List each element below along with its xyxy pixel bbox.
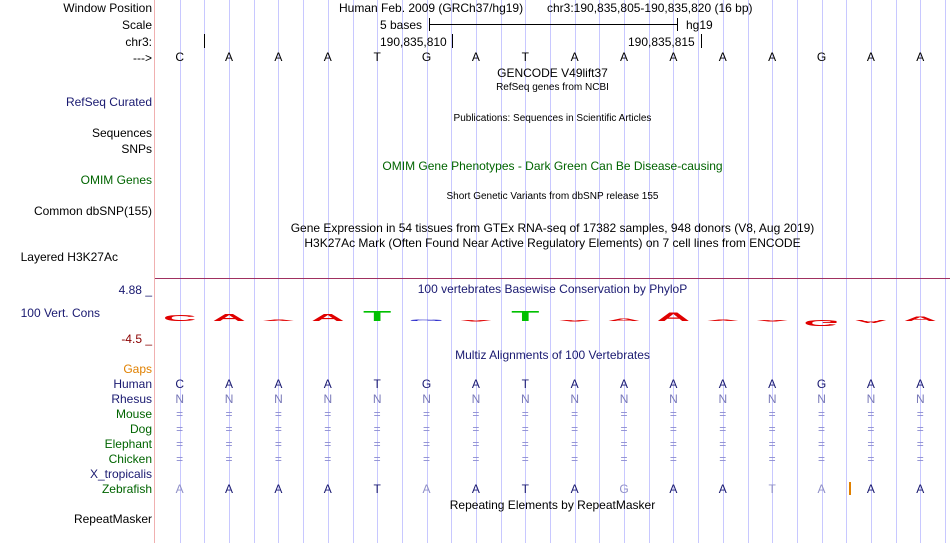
alignment-base: A — [669, 377, 678, 391]
alignment-base: = — [620, 422, 628, 436]
alignment-base: = — [571, 407, 579, 421]
alignment-base: C — [175, 377, 185, 391]
base-letter: A — [866, 50, 875, 64]
alignment-base: = — [324, 452, 332, 466]
species-label[interactable]: Chicken — [108, 452, 152, 466]
alignment-base: = — [867, 437, 875, 451]
alignment-base: = — [867, 407, 875, 421]
conservation-base-glyph: A — [261, 319, 296, 322]
conservation-base-glyph: G — [408, 319, 445, 322]
scale-db: hg19 — [686, 18, 713, 32]
alignment-base: A — [866, 482, 875, 496]
alignment-base: N — [422, 392, 431, 406]
h3k27ac-track-title[interactable]: H3K27Ac Mark (Often Found Near Active Regulatory Elements) on 7 cell lines from ENCODE — [304, 236, 801, 250]
alignment-base: = — [521, 407, 529, 421]
alignment-base: = — [176, 452, 184, 466]
alignment-base: = — [768, 422, 776, 436]
alignment-base: A — [768, 377, 777, 391]
base-letter: A — [916, 50, 925, 64]
alignment-base: = — [719, 407, 727, 421]
alignment-base: = — [669, 437, 677, 451]
alignment-base: = — [521, 437, 529, 451]
alignment-base: = — [225, 407, 233, 421]
alignment-base: = — [867, 452, 875, 466]
alignment-base: = — [324, 407, 332, 421]
alignment-base: = — [423, 437, 431, 451]
zebrafish-insertion-mark — [849, 482, 851, 495]
base-letter: A — [570, 50, 579, 64]
alignment-base: = — [274, 422, 282, 436]
alignment-base: N — [718, 392, 728, 406]
alignment-base: = — [719, 452, 727, 466]
label-common-dbsnp[interactable]: Common dbSNP(155) — [33, 204, 152, 218]
alignment-base: = — [818, 437, 826, 451]
alignment-base: = — [719, 422, 727, 436]
conservation-base-glyph: A — [311, 312, 345, 324]
alignment-base: = — [324, 437, 332, 451]
alignment-base: A — [817, 482, 826, 496]
alignment-base: A — [866, 377, 875, 391]
coord-right: 190,835,815 — [628, 35, 695, 49]
alignment-base: A — [225, 377, 234, 391]
alignment-base: N — [323, 392, 333, 406]
alignment-base: = — [867, 422, 875, 436]
alignment-base: = — [176, 422, 184, 436]
coord-left: 190,835,810 — [380, 35, 447, 49]
species-label[interactable]: Human — [113, 377, 152, 391]
conservation-base-glyph: A — [854, 318, 888, 325]
alignment-base: = — [768, 437, 776, 451]
label-sequences[interactable]: Sequences — [91, 126, 152, 140]
phylop-track-title[interactable]: 100 vertebrates Basewise Conservation by PhyloP — [417, 282, 688, 296]
conservation-base-glyph: G — [803, 317, 840, 328]
conservation-base-glyph: A — [212, 312, 246, 324]
alignment-base: N — [520, 392, 530, 406]
conservation-base-glyph: A — [903, 314, 937, 323]
base-letter: C — [175, 50, 185, 64]
alignment-base: = — [719, 437, 727, 451]
alignment-base: N — [915, 392, 925, 406]
species-label[interactable]: Zebrafish — [101, 482, 152, 496]
alignment-base: A — [669, 482, 678, 496]
conservation-base-glyph: A — [558, 319, 592, 322]
alignment-base: T — [373, 482, 381, 496]
alignment-base: N — [175, 392, 185, 406]
alignment-base: A — [471, 482, 480, 496]
multiz-track-title[interactable]: Multiz Alignments of 100 Vertebrates — [455, 348, 650, 362]
alignment-base: = — [274, 437, 282, 451]
alignment-base: = — [472, 452, 480, 466]
alignment-base: = — [916, 422, 924, 436]
base-letter: G — [421, 50, 432, 64]
base-letter: A — [471, 50, 480, 64]
label-window-position[interactable]: Window Position — [63, 1, 152, 15]
species-label[interactable]: Mouse — [115, 407, 152, 421]
conservation-base-glyph: T — [511, 307, 540, 325]
alignment-base: G — [421, 377, 432, 391]
alignment-base: = — [620, 437, 628, 451]
alignment-base: = — [225, 452, 233, 466]
conservation-base-glyph: A — [459, 319, 493, 322]
alignment-base: N — [619, 392, 629, 406]
gtex-track-title[interactable]: Gene Expression in 54 tissues from GTEx RNA-seq of 17382 samples, 948 donors (V8, Aug 2019) — [290, 221, 815, 235]
alignment-base: A — [916, 482, 925, 496]
alignment-base: A — [422, 482, 431, 496]
alignment-base: A — [323, 482, 332, 496]
label-scale[interactable]: Scale — [121, 18, 152, 32]
cons-scale-max: 4.88 _ — [118, 283, 152, 297]
species-label[interactable]: X_tropicalis — [89, 467, 152, 481]
gencode-track-title[interactable]: GENCODE V49lift37 — [497, 66, 608, 80]
species-label[interactable]: Dog — [129, 422, 152, 436]
alignment-base: = — [669, 452, 677, 466]
conservation-base-glyph: A — [607, 317, 641, 322]
base-letter: A — [323, 50, 332, 64]
alignment-base: T — [521, 482, 529, 496]
alignment-base: = — [423, 422, 431, 436]
alignment-base: A — [916, 377, 925, 391]
dbsnp-track-title[interactable]: Short Genetic Variants from dbSNP release 155 — [446, 191, 659, 202]
base-letter: G — [816, 50, 827, 64]
omim-track-title[interactable]: OMIM Gene Phenotypes - Dark Green Can Be Disease-causing — [382, 159, 723, 173]
alignment-base: A — [274, 377, 283, 391]
label-strand[interactable]: ---> — [133, 51, 152, 65]
alignment-base: G — [619, 482, 629, 496]
alignment-base: = — [916, 437, 924, 451]
alignment-base: T — [768, 482, 776, 496]
conservation-base-glyph: A — [755, 319, 789, 322]
refseq-track-subtitle: RefSeq genes from NCBI — [496, 82, 609, 93]
alignment-base: = — [521, 452, 529, 466]
alignment-base: T — [521, 377, 529, 391]
label-gaps[interactable]: Gaps — [123, 362, 152, 376]
base-letter: A — [225, 50, 234, 64]
alignment-base: = — [373, 407, 381, 421]
alignment-base: = — [225, 422, 233, 436]
base-letter: T — [373, 50, 381, 64]
alignment-base: N — [767, 392, 777, 406]
alignment-base: N — [817, 392, 826, 406]
alignment-base: = — [818, 407, 826, 421]
cons-scale-min: -4.5 _ — [121, 332, 152, 346]
alignment-base: N — [372, 392, 382, 406]
label-chromosome[interactable]: chr3: — [125, 35, 152, 49]
label-refseq-curated[interactable]: RefSeq Curated — [65, 95, 152, 109]
alignment-base: G — [816, 377, 827, 391]
alignment-base: = — [571, 437, 579, 451]
scale-text: 5 bases — [380, 18, 423, 32]
alignment-base: = — [472, 407, 480, 421]
alignment-base: = — [423, 452, 431, 466]
alignment-base: = — [423, 407, 431, 421]
alignment-base: A — [718, 482, 727, 496]
alignment-base: = — [669, 422, 677, 436]
alignment-base: = — [620, 407, 628, 421]
alignment-base: A — [570, 482, 579, 496]
alignment-base: = — [373, 437, 381, 451]
alignment-base: N — [570, 392, 580, 406]
base-letter: A — [768, 50, 777, 64]
alignment-base: T — [373, 377, 381, 391]
alignment-base: = — [373, 422, 381, 436]
conservation-base-glyph: A — [656, 310, 691, 324]
alignment-base: A — [274, 482, 283, 496]
alignment-base: = — [225, 437, 233, 451]
publications-track-title[interactable]: Publications: Sequences in Scientific Articles — [453, 113, 652, 124]
conservation-base-glyph: A — [706, 319, 740, 322]
species-label[interactable]: Elephant — [104, 437, 152, 451]
alignment-base: A — [323, 377, 332, 391]
alignment-base: = — [324, 422, 332, 436]
alignment-base: = — [818, 452, 826, 466]
label-layered-h3k27ac[interactable]: Layered H3K27Ac — [20, 250, 118, 264]
base-letter: A — [620, 50, 629, 64]
label-omim-genes[interactable]: OMIM Genes — [80, 173, 152, 187]
label-snps[interactable]: SNPs — [121, 142, 152, 156]
alignment-base: = — [768, 452, 776, 466]
alignment-base: A — [175, 482, 184, 496]
alignment-base: = — [768, 407, 776, 421]
alignment-base: A — [471, 377, 480, 391]
alignment-base: = — [274, 452, 282, 466]
alignment-base: N — [866, 392, 876, 406]
alignment-base: = — [571, 422, 579, 436]
alignment-base: = — [916, 452, 924, 466]
alignment-base: N — [224, 392, 234, 406]
alignment-base: = — [669, 407, 677, 421]
base-letter: A — [274, 50, 283, 64]
alignment-base: = — [176, 437, 184, 451]
alignment-base: = — [916, 407, 924, 421]
assembly-name: Human Feb. 2009 (GRCh37/hg19) — [339, 1, 524, 15]
label-repeatmasker[interactable]: RepeatMasker — [73, 512, 152, 526]
conservation-base-glyph: T — [363, 307, 392, 325]
alignment-base: A — [718, 377, 727, 391]
label-100-vert-cons[interactable]: 100 Vert. Cons — [20, 306, 100, 320]
alignment-base: = — [571, 452, 579, 466]
base-letter: A — [718, 50, 727, 64]
alignment-base: A — [225, 482, 234, 496]
species-label[interactable]: Rhesus — [111, 392, 152, 406]
alignment-base: = — [521, 422, 529, 436]
alignment-base: = — [472, 437, 480, 451]
base-letter: A — [669, 50, 678, 64]
conservation-base-glyph: C — [163, 313, 197, 324]
alignment-base: N — [669, 392, 678, 406]
base-letter: T — [521, 50, 529, 64]
alignment-base: A — [620, 377, 629, 391]
alignment-base: = — [620, 452, 628, 466]
alignment-base: = — [472, 422, 480, 436]
repeatmasker-track-title[interactable]: Repeating Elements by RepeatMasker — [449, 498, 656, 512]
alignment-base: N — [471, 392, 481, 406]
alignment-base: = — [373, 452, 381, 466]
alignment-base: = — [274, 407, 282, 421]
alignment-base: A — [570, 377, 579, 391]
window-position-coords: chr3:190,835,805-190,835,820 (16 bp) — [547, 1, 753, 15]
alignment-base: N — [274, 392, 283, 406]
alignment-base: = — [176, 407, 184, 421]
alignment-base: = — [818, 422, 826, 436]
